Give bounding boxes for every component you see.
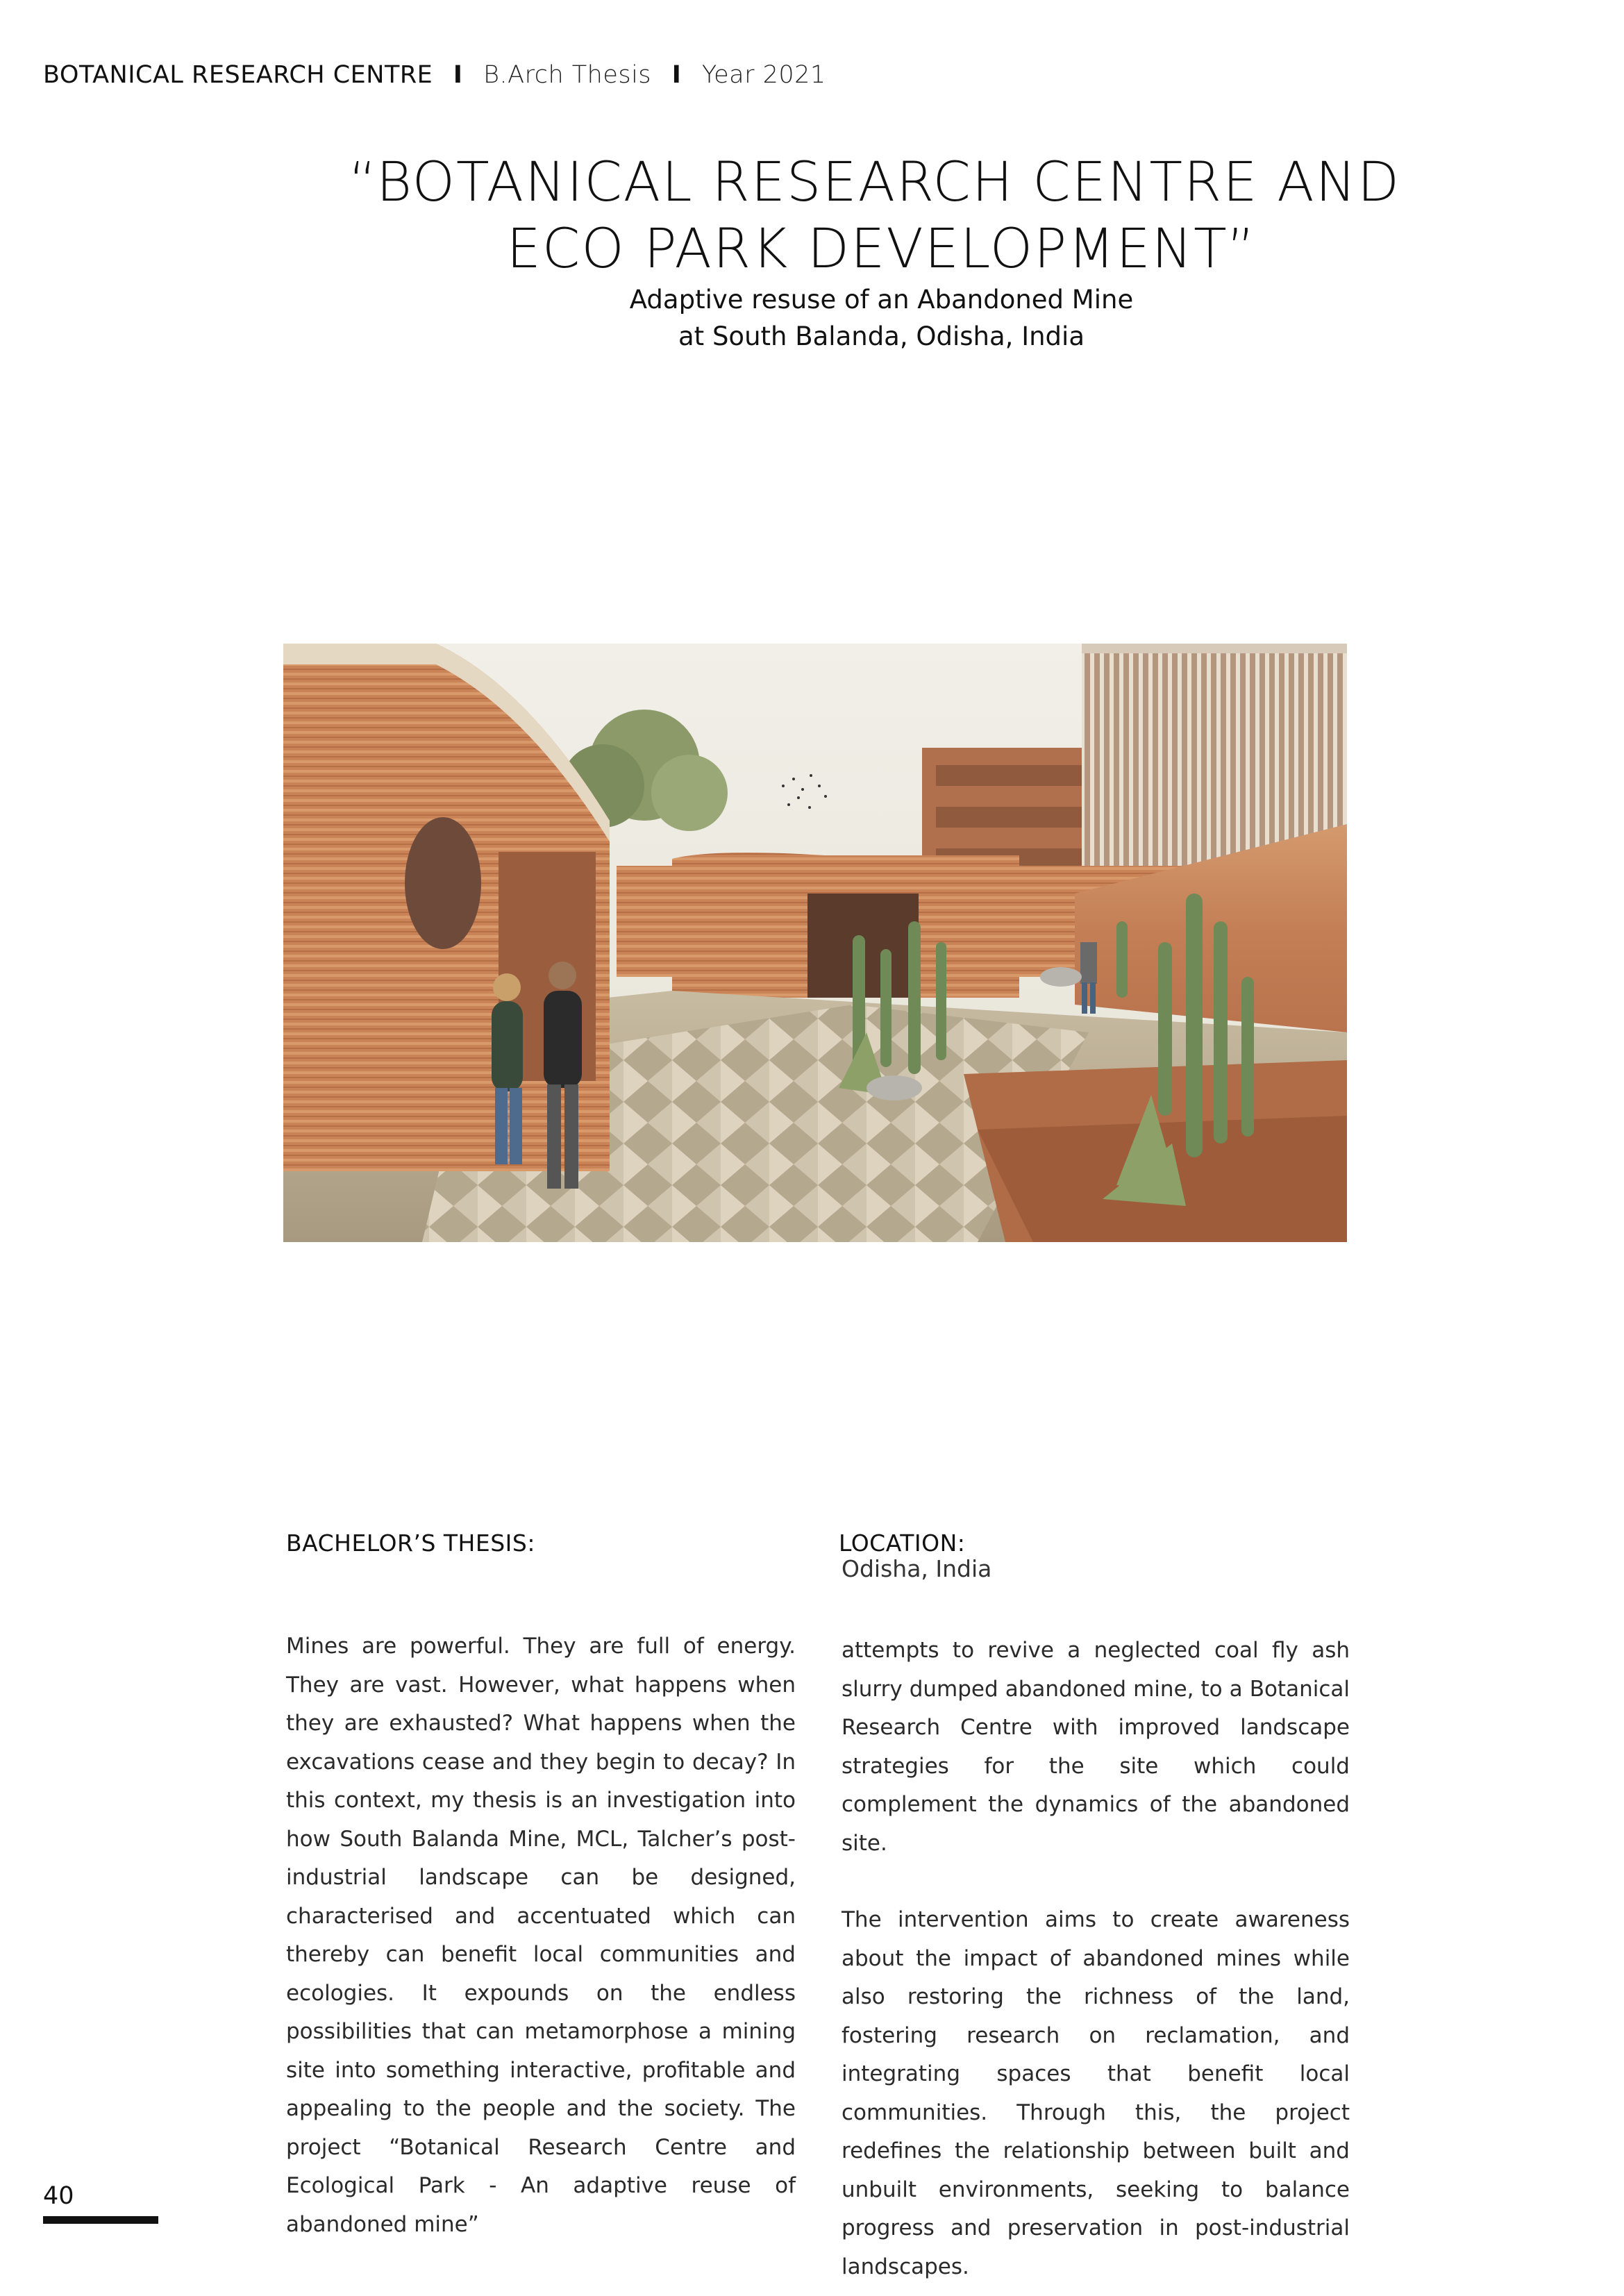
thesis-label: BACHELOR’S THESIS: <box>286 1530 535 1557</box>
page-title <box>0 149 1624 283</box>
thesis-text-right <box>842 1632 1350 2286</box>
right-paragraph-1: attempts to revive a neglected coal fly ash slurry dumped abandoned mine, to a Botanical Research Centre with improved landscape strategies for the site which could complement the dynamics of the abandoned site. <box>842 1638 1350 1856</box>
header-project: BOTANICAL RESEARCH CENTRE <box>43 61 433 89</box>
running-header <box>43 61 826 89</box>
header-degree: B.Arch Thesis <box>483 61 652 89</box>
location-label: LOCATION: <box>839 1530 966 1557</box>
title-line-1: “BOTANICAL RESEARCH CENTRE AND <box>348 151 1401 214</box>
page-number-bar <box>43 2216 158 2224</box>
right-paragraph-2: The intervention aims to create awareness about the impact of abandoned mines while also restoring the richness of the land, fostering research on reclamation, and integrating spaces that benefit local communities. Through this, the project redefines the relationship between built and unbuilt environments, seeking to balance progress and preservation in post-industrial landscapes. <box>842 1907 1350 2279</box>
left-paragraph: Mines are powerful. They are full of energy. They are vast. However, what happens when they are exhausted? What happens when the excavations cease and they begin to decay? In this context, my thesis is an investigation into how South Balanda Mine, MCL, Talcher’s post-industrial landscape can be designed, characterised and accentuated which can thereby can benefit local communities and ecologies. It expounds on the endless possibilities that can metamorphose a mining site into something interactive, profitable and appealing to the people and the society. The project “Botanical Research Centre and Ecological Park - An adaptive reuse of abandoned mine” <box>286 1634 796 2237</box>
title-line-2: ECO PARK DEVELOPMENT” <box>506 218 1257 280</box>
subtitle-line-2: at South Balanda, Odisha, India <box>678 321 1085 351</box>
header-year: Year 2021 <box>701 61 826 89</box>
project-render-image <box>283 644 1347 1242</box>
location-value: Odisha, India <box>842 1555 992 1582</box>
page-subtitle <box>0 281 1624 355</box>
header-separator: I <box>453 61 463 89</box>
thesis-text-left <box>286 1627 796 2244</box>
header-separator: I <box>671 61 682 89</box>
subtitle-line-1: Adaptive resuse of an Abandoned Mine <box>629 285 1134 315</box>
page-number: 40 <box>43 2182 74 2210</box>
